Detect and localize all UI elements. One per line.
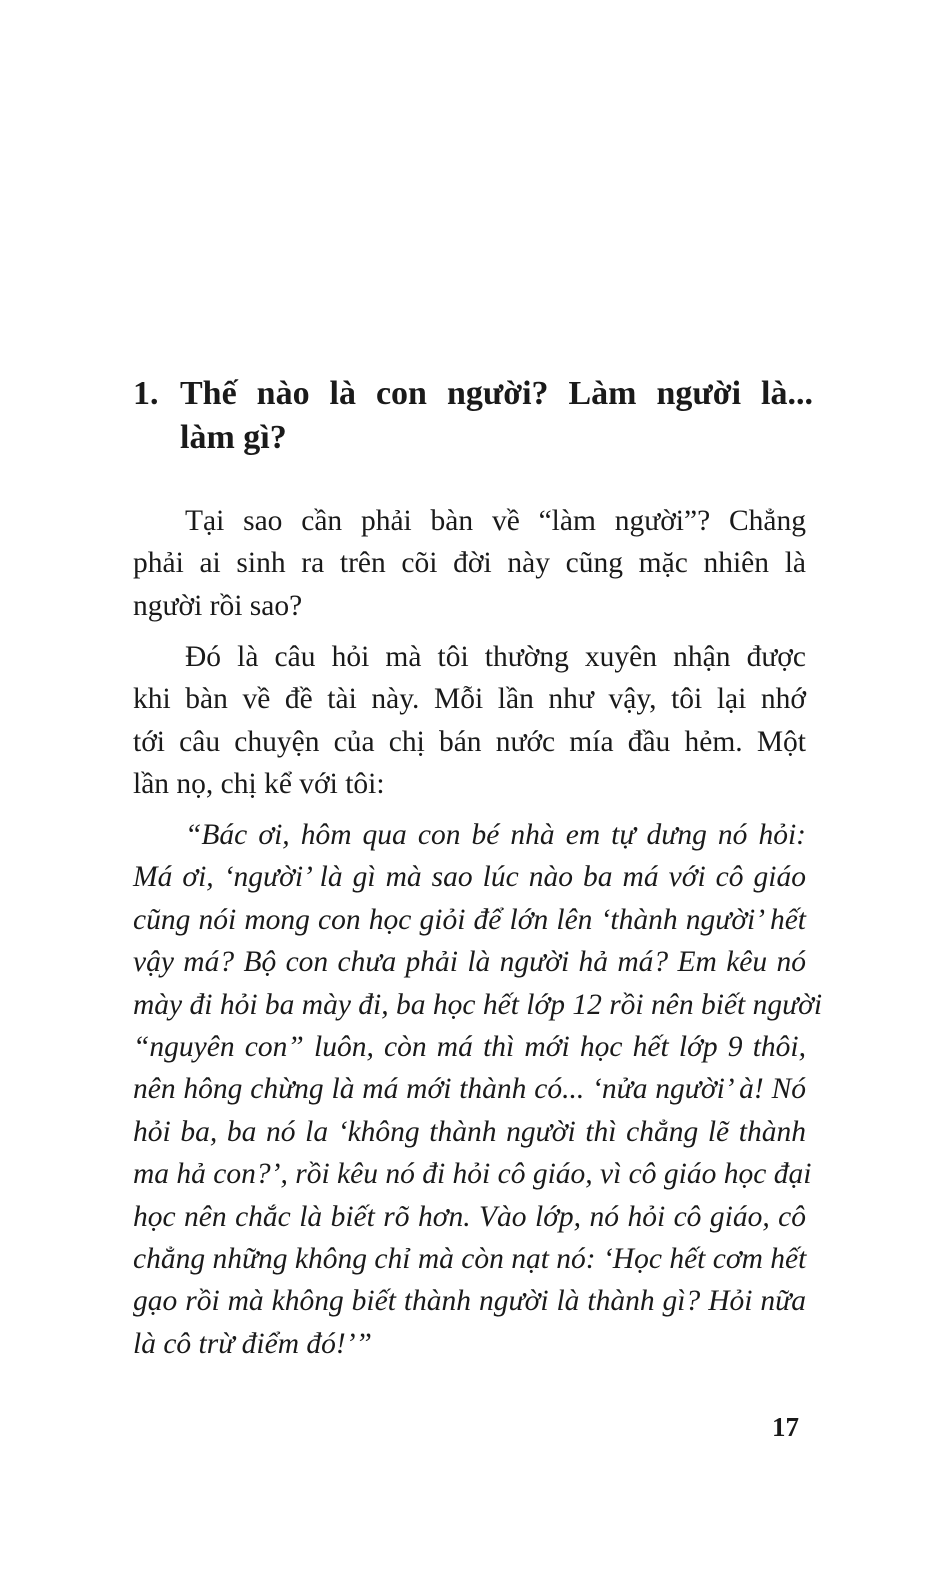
paragraph-intro: [133, 500, 806, 627]
text-line: “nguyên con” luôn, còn má thì mới học hết lớp 9 thôi,: [133, 1031, 806, 1064]
chapter-heading: [133, 372, 813, 460]
text-line: phải ai sinh ra trên cõi đời này cũng mặc nhiên là: [133, 547, 806, 580]
text-line: chẳng những không chỉ mà còn nạt nó: ‘Học hết cơm hết: [133, 1243, 807, 1276]
text-line: Đó là câu hỏi mà tôi thường xuyên nhận được: [185, 641, 806, 673]
text-line: cũng nói mong con học giỏi để lớn lên ‘thành người’ hết: [133, 903, 806, 936]
page-number: 17: [772, 1412, 799, 1442]
text-line: hỏi ba, ba nó la ‘không thành người thì chẳng lẽ thành: [133, 1115, 806, 1148]
text-line: người rồi sao?: [133, 589, 303, 622]
heading-line: làm gì?: [180, 419, 287, 456]
paragraph-question: [133, 636, 806, 806]
text-line: học nên chắc là biết rõ hơn. Vào lớp, nó hỏi cô giáo, cô: [133, 1200, 806, 1233]
text-line: nên hông chừng là má mới thành có... ‘nửa người’ à! Nó: [133, 1073, 806, 1106]
text-line: lần nọ, chị kể với tôi:: [133, 768, 385, 801]
paragraph-quote: [133, 814, 823, 1365]
text-line: mày đi hỏi ba mày đi, ba học hết lớp 12 rồi nên biết người: [133, 988, 823, 1021]
text-line: tới câu chuyện của chị bán nước mía đầu hẻm. Một: [133, 725, 806, 758]
heading-number: 1.: [133, 375, 159, 412]
text-line: “Bác ơi, hôm qua con bé nhà em tự dưng nó hỏi:: [185, 819, 806, 851]
text-line: là cô trừ điểm đó!’”: [133, 1327, 372, 1360]
text-line: ma hả con?’, rồi kêu nó đi hỏi cô giáo, vì cô giáo học đại: [133, 1158, 812, 1191]
text-line: vậy má? Bộ con chưa phải là người hả má? Em kêu nó: [133, 946, 806, 979]
text-line: gạo rồi mà không biết thành người là thành gì? Hỏi nữa: [133, 1285, 806, 1318]
text-line: khi bàn về đề tài này. Mỗi lần như vậy, tôi lại nhớ: [133, 683, 806, 716]
text-line: Tại sao cần phải bàn về “làm người”? Chẳng: [185, 505, 806, 537]
text-line: Má ơi, ‘người’ là gì mà sao lúc nào ba má với cô giáo: [133, 861, 806, 894]
heading-line: Thế nào là con người? Làm người là...: [180, 375, 813, 412]
